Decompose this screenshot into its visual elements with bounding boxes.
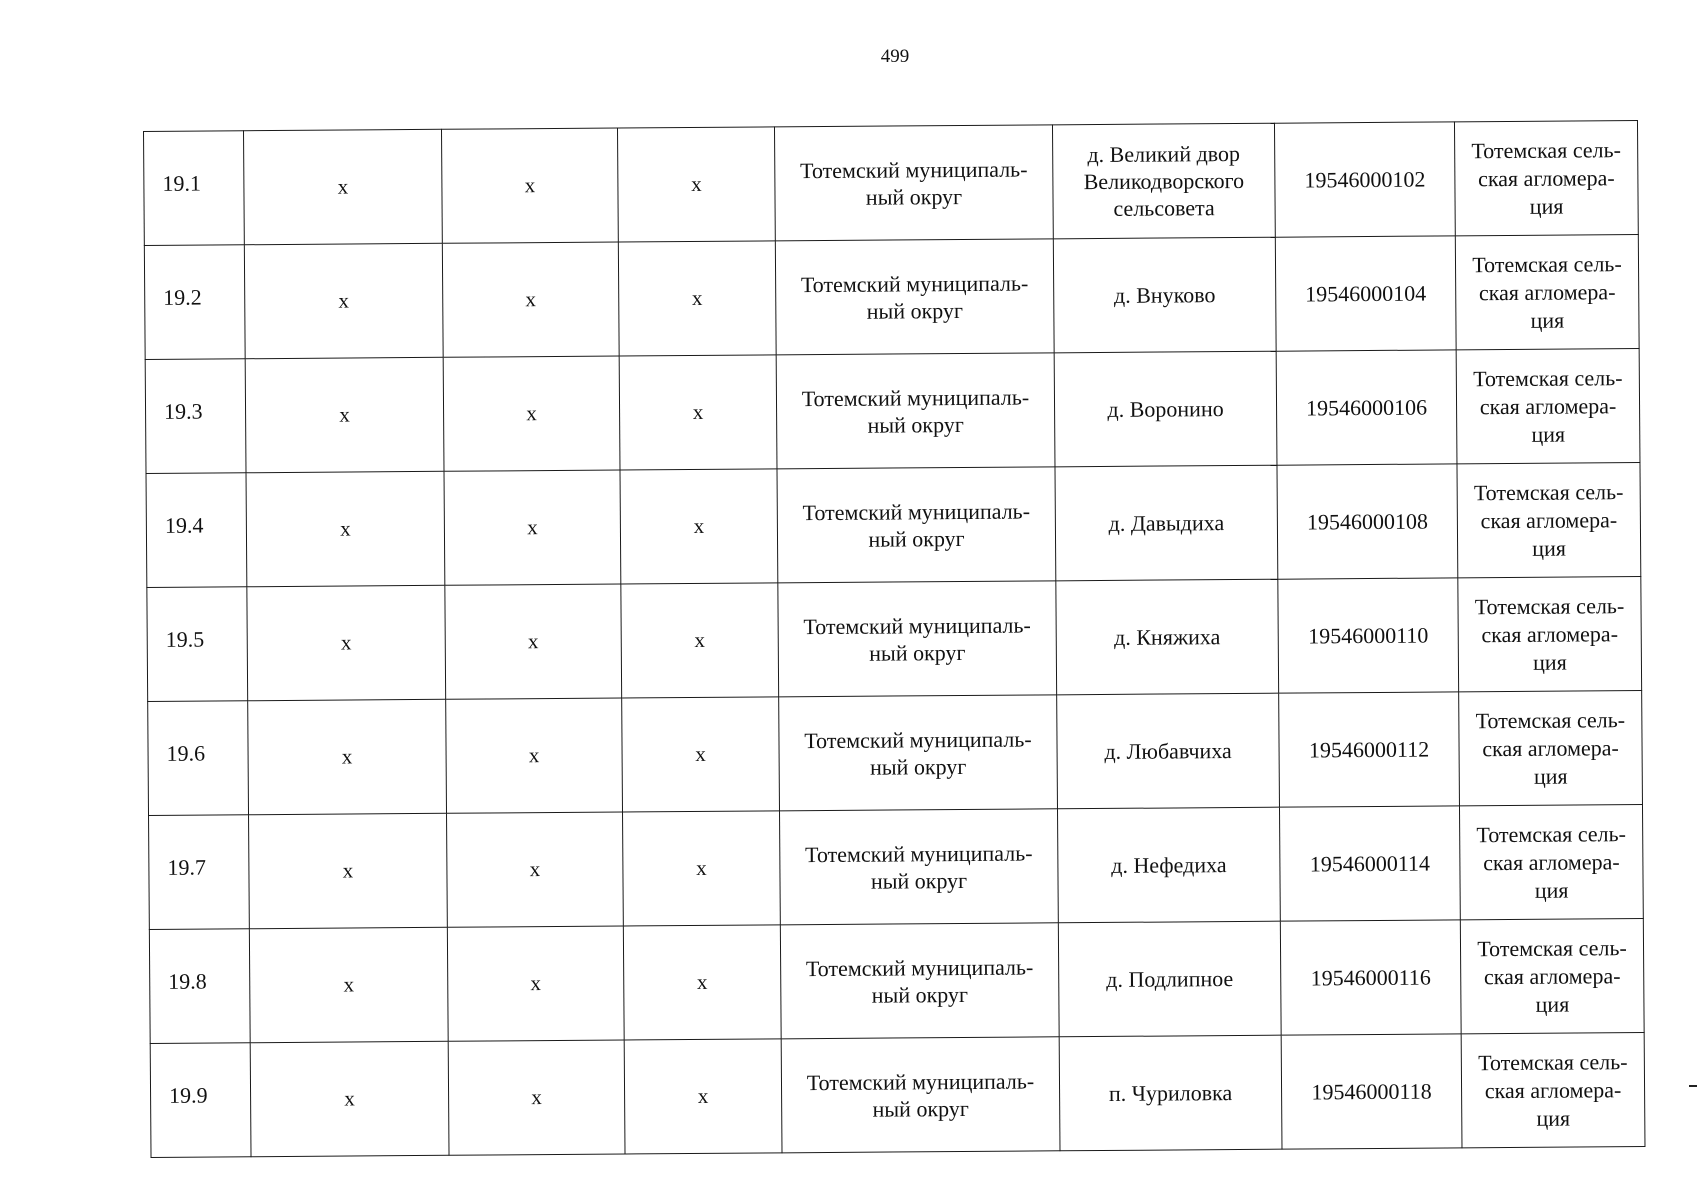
x-cell-3: x — [443, 356, 620, 471]
x-cell-3: x — [447, 812, 624, 927]
row-number-cell: 19.8 — [149, 929, 250, 1044]
agglomeration-cell: Тотемская сель- ская агломера- ция — [1461, 1033, 1645, 1148]
row-number-cell: 19.3 — [145, 359, 246, 474]
settlement-cell: д. Давыдиха — [1055, 465, 1278, 581]
agglomeration-cell: Тотемская сель- ская агломера- ция — [1458, 577, 1642, 692]
table-row — [144, 121, 1639, 246]
code-cell: 19546000110 — [1278, 578, 1459, 693]
district-cell: Тотемский муниципаль- ный округ — [778, 581, 1057, 697]
district-cell: Тотемский муниципаль- ный округ — [779, 695, 1058, 811]
settlement-cell: п. Чуриловка — [1059, 1035, 1282, 1151]
code-cell: 19546000114 — [1279, 806, 1460, 921]
agglomeration-cell: Тотемская сель- ская агломера- ция — [1459, 691, 1643, 806]
settlement-cell: д. Любавчиха — [1057, 693, 1280, 809]
code-cell: 19546000106 — [1276, 350, 1457, 465]
district-cell: Тотемский муниципаль- ный округ — [775, 239, 1054, 355]
x-cell-2: x — [249, 813, 448, 928]
district-cell: Тотемский муниципаль- ный округ — [780, 809, 1059, 925]
x-cell-3: x — [447, 926, 624, 1041]
agglomeration-cell: Тотемская сель- ская агломера- ция — [1455, 235, 1639, 350]
x-cell-2: x — [250, 1041, 449, 1156]
code-cell: 19546000108 — [1277, 464, 1458, 579]
table-row — [147, 577, 1642, 702]
district-cell: Тотемский муниципаль- ный округ — [774, 125, 1053, 241]
district-cell: Тотемский муниципаль- ный округ — [776, 353, 1055, 469]
agglomeration-cell: Тотемская сель- ская агломера- ция — [1454, 121, 1638, 236]
district-cell: Тотемский муниципаль- ный округ — [777, 467, 1056, 583]
x-cell-2: x — [244, 129, 443, 244]
x-cell-4: x — [618, 241, 776, 356]
code-cell: 19546000116 — [1280, 920, 1461, 1035]
settlement-cell: д. Внуково — [1053, 237, 1276, 353]
table-row — [150, 1033, 1645, 1158]
x-cell-4: x — [617, 127, 775, 242]
agglomeration-cell: Тотемская сель- ская агломера- ция — [1460, 919, 1644, 1034]
settlement-cell: д. Подлипное — [1058, 921, 1281, 1037]
x-cell-4: x — [623, 811, 781, 926]
district-cell: Тотемский муниципаль- ный округ — [780, 923, 1059, 1039]
x-cell-3: x — [448, 1040, 625, 1155]
x-cell-2: x — [249, 927, 448, 1042]
x-cell-3: x — [445, 584, 622, 699]
page-number: 499 — [880, 46, 910, 67]
settlement-cell: д. Княжиха — [1056, 579, 1279, 695]
code-cell: 19546000118 — [1281, 1034, 1462, 1149]
code-cell: 19546000102 — [1274, 122, 1455, 237]
x-cell-3: x — [442, 242, 619, 357]
x-cell-2: x — [247, 585, 446, 700]
x-cell-4: x — [622, 697, 780, 812]
x-cell-2: x — [245, 357, 444, 472]
row-number-cell: 19.7 — [149, 815, 250, 930]
settlement-cell: д. Великий двор Великодворского сельсовета — [1052, 123, 1275, 239]
row-number-cell: 19.5 — [147, 587, 248, 702]
x-cell-3: x — [441, 128, 618, 243]
x-cell-2: x — [246, 471, 445, 586]
x-cell-4: x — [621, 583, 779, 698]
table-row — [148, 691, 1643, 816]
district-cell: Тотемский муниципаль- ный округ — [781, 1037, 1060, 1153]
agglomeration-cell: Тотемская сель- ская агломера- ция — [1459, 805, 1643, 920]
code-cell: 19546000104 — [1275, 236, 1456, 351]
table-row — [149, 919, 1644, 1044]
row-number-cell: 19.1 — [144, 131, 245, 246]
table-row — [146, 463, 1641, 588]
agglomeration-cell: Тотемская сель- ская агломера- ция — [1457, 463, 1641, 578]
x-cell-2: x — [248, 699, 447, 814]
x-cell-3: x — [444, 470, 621, 585]
row-number-cell: 19.9 — [150, 1043, 251, 1158]
x-cell-4: x — [623, 925, 781, 1040]
x-cell-4: x — [620, 469, 778, 584]
agglomeration-cell: Тотемская сель- ская агломера- ция — [1456, 349, 1640, 464]
table-row — [144, 235, 1639, 360]
x-cell-4: x — [624, 1039, 782, 1154]
x-cell-2: x — [244, 243, 443, 358]
row-number-cell: 19.4 — [146, 473, 247, 588]
code-cell: 19546000112 — [1279, 692, 1460, 807]
x-cell-4: x — [619, 355, 777, 470]
x-cell-3: x — [446, 698, 623, 813]
table-row — [149, 805, 1644, 930]
edge-mark — [1689, 1085, 1697, 1087]
row-number-cell: 19.6 — [148, 701, 249, 816]
settlements-table — [143, 120, 1645, 1158]
row-number-cell: 19.2 — [144, 245, 245, 360]
settlement-cell: д. Нефедиха — [1057, 807, 1280, 923]
table-body — [144, 121, 1645, 1158]
settlement-cell: д. Воронино — [1054, 351, 1277, 467]
table-row — [145, 349, 1640, 474]
